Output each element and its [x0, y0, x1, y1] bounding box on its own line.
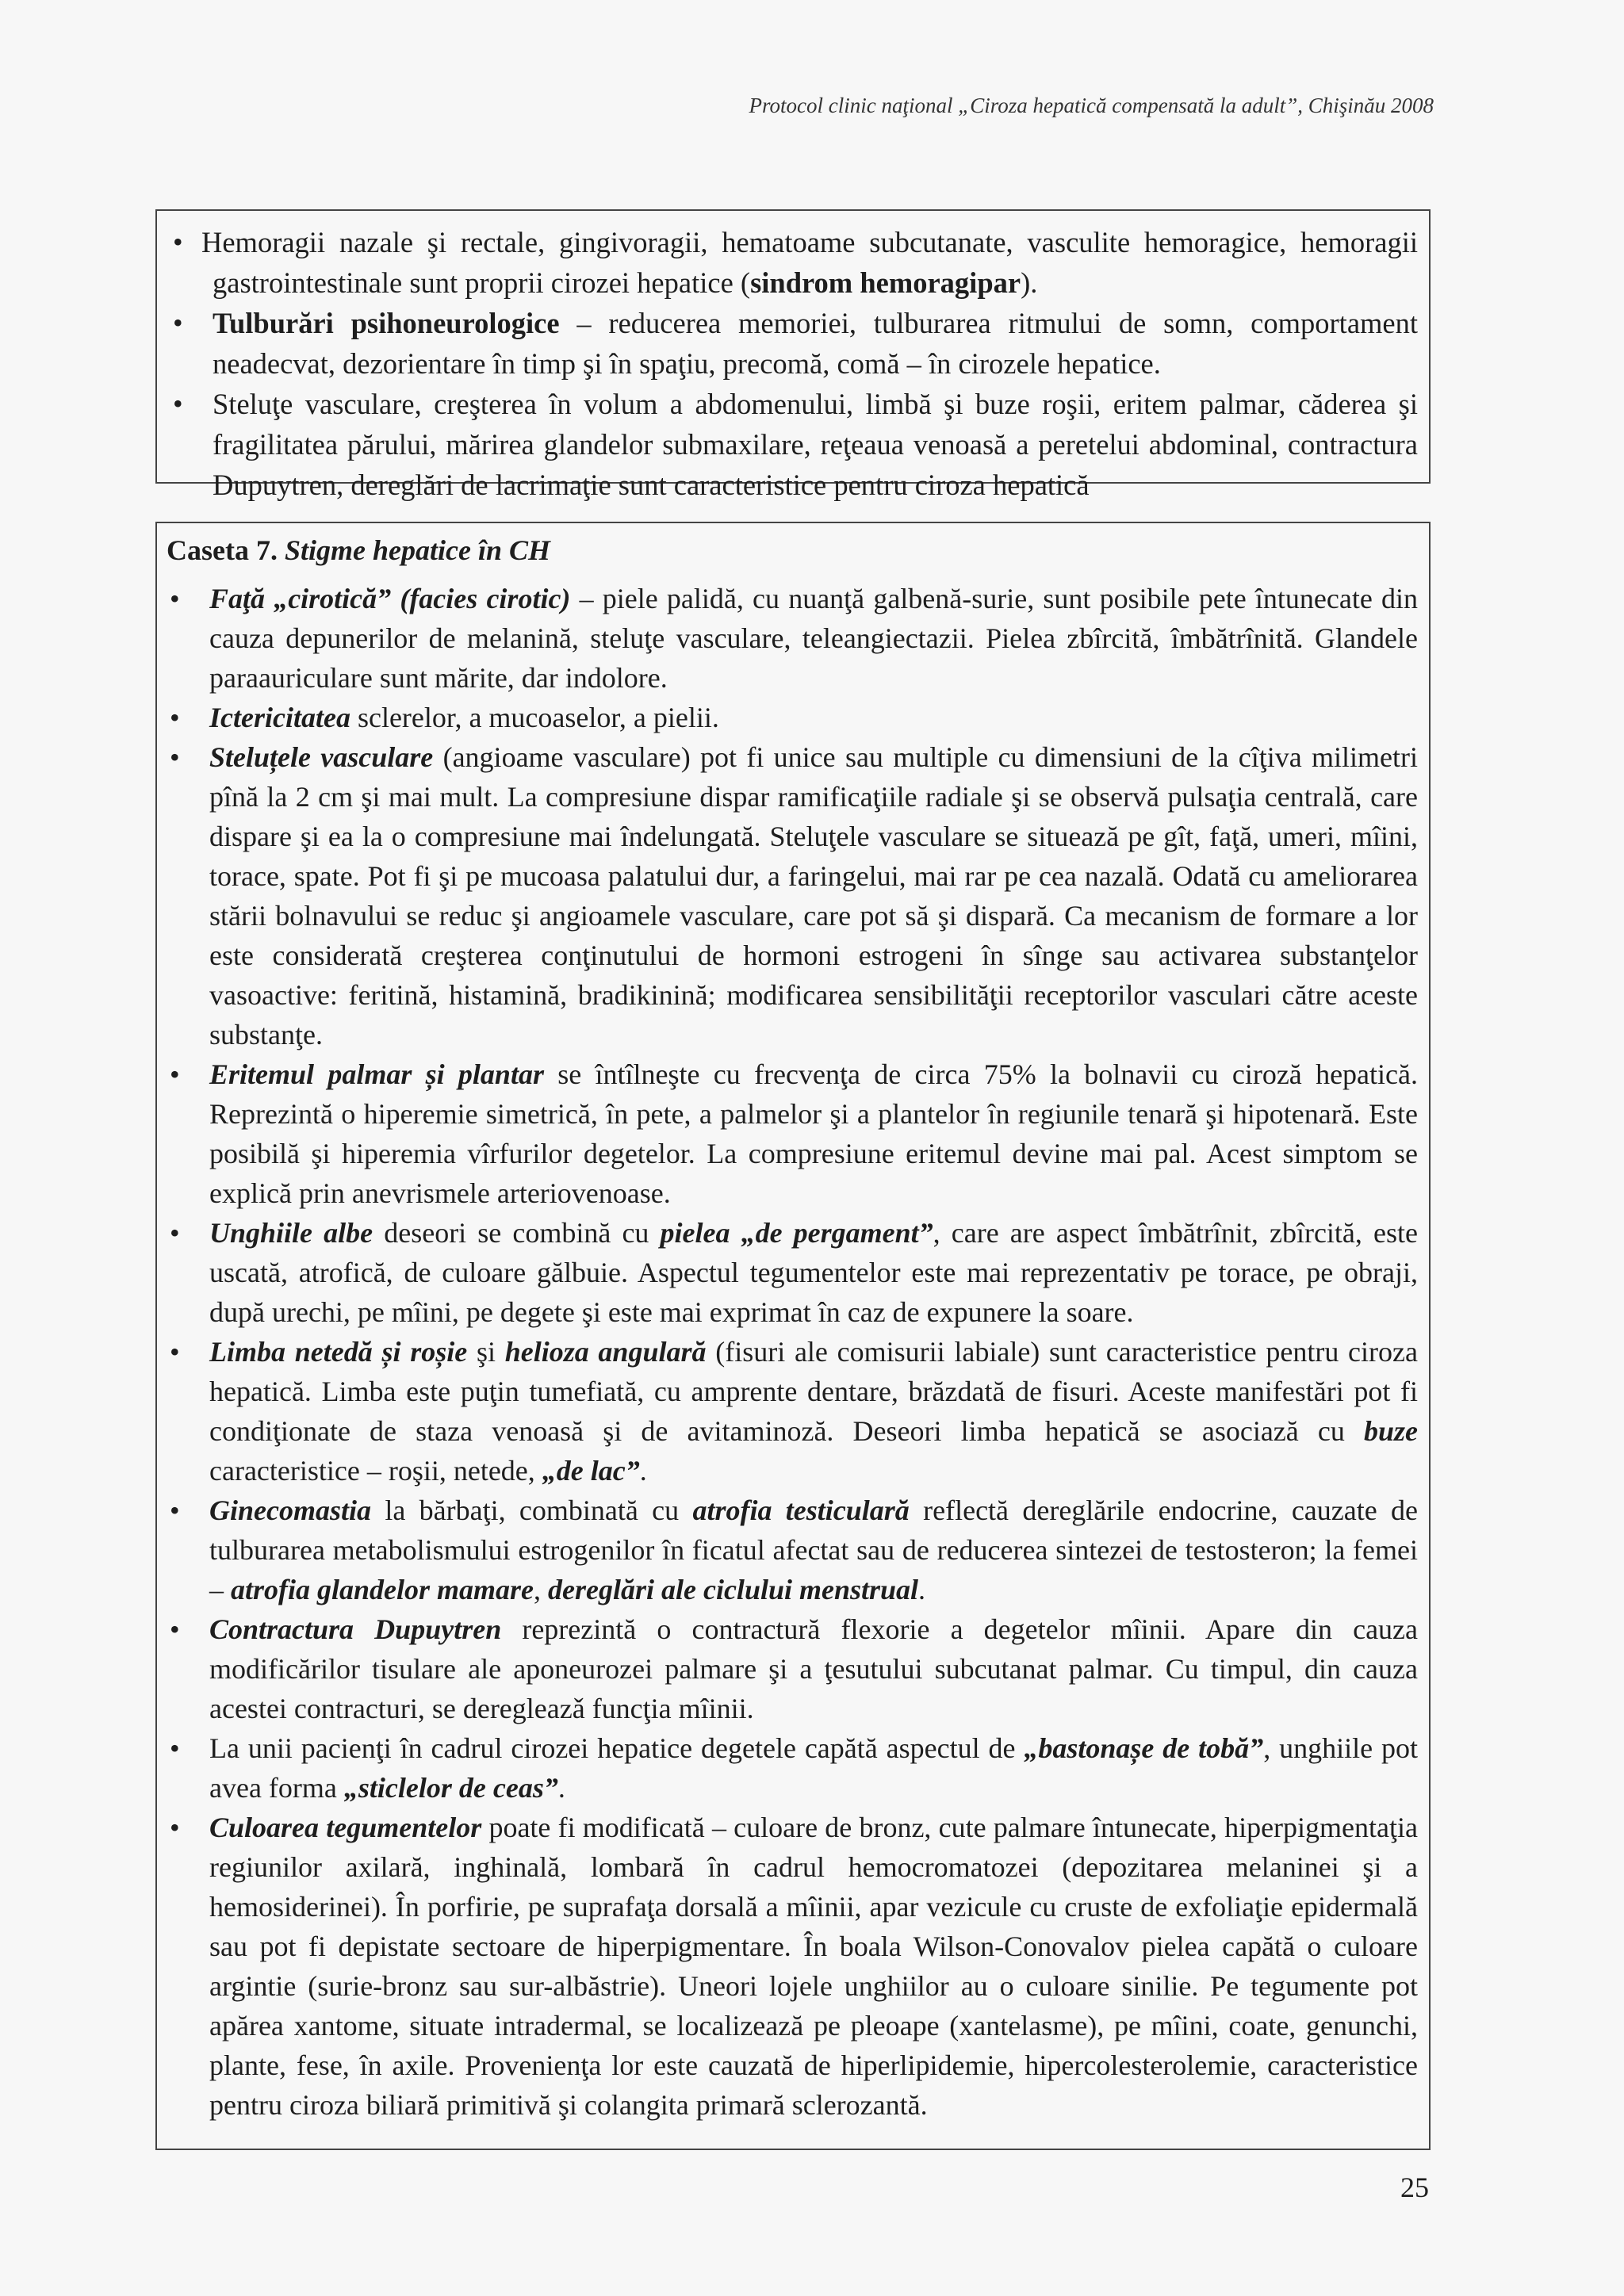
item-text: . — [639, 1455, 647, 1487]
list-item-skin-color — [167, 1808, 1418, 2125]
list-item-palmar-erythema — [167, 1054, 1418, 1213]
caption-label: Caseta 7. — [167, 534, 278, 566]
item-text: La unii pacienţi în cadrul cirozei hepatice degetele capătă aspectul de — [209, 1732, 1025, 1764]
item-text: , care are aspect îmbătrînit, zbîrcită, este uscată, atrofică, de culoare gălbuie. Aspectul tegumentelor este mai reprezentativ pe torace, pe obraji, după urechi, pe mîini, pe degete şi este mai exprimat în caz de expunere la soare. — [209, 1217, 1418, 1328]
item-term: helioza angulară — [504, 1336, 707, 1368]
item-term: Eritemul palmar și plantar — [209, 1058, 544, 1090]
item-term: Culoarea tegumentelor — [209, 1812, 482, 1843]
item-term: atrofia glandelor mamare — [231, 1574, 534, 1605]
item-term: Limba netedă și roșie — [209, 1336, 468, 1368]
item-term: „de lac” — [542, 1455, 640, 1487]
item-text: se întîlneşte cu frecvenţa de circa 75% la bolnavii cu ciroză hepatică. Reprezintă o hiperemie simetrică, în pete, a palmelor şi a plantelor în regiunile tenară şi hipotenară. Este posibilă şi hiperemia vîrfurilor degetelor. La compresiune eritemul devine mai pal. Acest simptom se explică prin anevrismele arteriovenoase. — [209, 1058, 1418, 1209]
item-text: – reducerea memoriei, tulburarea ritmului de somn, comportament neadecvat, dezorientare în timp şi în spaţiu, precomă, comă – în cirozele hepatice. — [213, 307, 1418, 380]
list-item-white-nails — [167, 1213, 1418, 1332]
item-text: , — [534, 1574, 549, 1605]
item-text: sclerelor, a mucoaselor, a pielii. — [350, 702, 719, 733]
item-text: , unghiile pot avea forma — [209, 1732, 1418, 1804]
list-item-dupuytren — [167, 1609, 1418, 1728]
symptoms-list — [170, 222, 1418, 505]
item-term: atrofia testiculară — [692, 1494, 910, 1526]
item-text: caracteristice – roşii, netede, — [209, 1455, 542, 1487]
item-text: – piele palidă, cu nuanţă galbenă-surie, sunt posibile pete întunecate din cauza depunerilor de melanină, steluţe vasculare, teleangiectazii. Pielea zbîrcită, îmbătrînită. Glandele paraauriculare sunt mărite, dar indolore. — [209, 583, 1418, 694]
item-text: (fisuri ale comisurii labiale) sunt caracteristice pentru ciroza hepatică. Limba este puţin tumefiată, cu amprente dentare, brăzdată de fisuri. Aceste manifestări pot fi condiţionate de staza venoasă şi de avitaminoză. Deseori limba hepatică se asociază cu — [209, 1336, 1418, 1447]
list-item-gynecomastia — [167, 1490, 1418, 1609]
item-text: şi — [467, 1336, 505, 1368]
item-text: Steluţe vasculare, creşterea în volum a abdomenului, limbă şi buze roşii, eritem palmar, căderea şi fragilitatea părului, mărirea glandelor submaxilare, reţeaua venoasă a peretelui abdominal, contractura Dupuytren, dereglări de lacrimaţie sunt caracteristice pentru ciroza hepatică — [213, 388, 1418, 501]
item-text: . — [557, 1772, 565, 1804]
list-item-facies — [167, 579, 1418, 698]
symptoms-box — [155, 209, 1431, 501]
caseta-7-box — [155, 522, 1431, 2150]
item-term: Ictericitatea — [209, 702, 350, 733]
item-term: Contractura Dupuytren — [209, 1613, 502, 1645]
item-text: reprezintă o contractură flexorie a degetelor mîinii. Apare din cauza modificărilor tisulare ale aponeurozei palmare şi a ţesutului subcutanat palmar. Cu timpul, din cauza acestei contracturi, se deregleazǎ funcţia mîinii. — [209, 1613, 1418, 1724]
item-text: (angioame vasculare) pot fi unice sau multiple cu dimensiuni de la cîţiva milimetri pînă la 2 cm şi mai mult. La compresiune dispar ramificaţiile radiale şi se observă pulsaţia centrală, care dispare şi ea la o compresiune mai îndelungată. Steluţele vasculare se situează pe gît, faţă, umeri, mîini, torace, spate. Pot fi şi pe mucoasa palatului dur, a faringelui, mai rar pe cea nazală. Odată cu ameliorarea stării bolnavului se reduc şi angioamele vasculare, care pot să şi dispară. Ca mecanism de formare a lor este considerată creşterea conţinutului de hormoni estrogeni în sînge sau activarea substanţelor vasoactive: feritină, histamină, bradikinină; modificarea sensibilităţii receptorilor vasculari către aceste substanţe. — [209, 741, 1418, 1050]
caption-title: Stigme hepatice în CH — [284, 534, 550, 566]
list-item-tongue — [167, 1332, 1418, 1490]
item-bold-term: sindrom hemoragipar — [750, 266, 1021, 299]
item-term: „sticlelor de ceas” — [343, 1772, 558, 1804]
item-term: pielea „de pergament” — [660, 1217, 933, 1249]
item-term: Ginecomastia — [209, 1494, 371, 1526]
item-text: Hemoragii nazale şi rectale, gingivoragii, hematoame subcutanate, vasculite hemoragice, hemoragii gastrointestinale sunt proprii cirozei hepatice ( — [201, 226, 1418, 299]
item-term: buze — [1363, 1415, 1418, 1447]
list-item-hemorrhagic — [170, 222, 1418, 303]
box-caption — [167, 531, 1418, 569]
page-number: 25 — [1400, 2172, 1429, 2203]
item-text: ). — [1021, 266, 1038, 299]
item-term: „bastonașe de tobă” — [1024, 1732, 1264, 1764]
item-term: dereglări ale ciclului menstrual — [548, 1574, 919, 1605]
list-item-ictericity — [167, 698, 1418, 737]
item-text: . — [918, 1574, 926, 1605]
list-item-spider-angiomas — [167, 737, 1418, 1054]
list-item-vascular-signs — [170, 384, 1418, 505]
item-bold-term: Tulburări psihoneurologice — [213, 307, 560, 339]
list-item-clubbing — [167, 1728, 1418, 1808]
item-text: la bărbaţi, combinată cu — [371, 1494, 693, 1526]
item-text: deseori se combină cu — [373, 1217, 661, 1249]
item-term: Steluțele vasculare — [209, 741, 434, 773]
item-term: Faţă „cirotică” (facies cirotic) — [209, 583, 571, 614]
item-text: poate fi modificată – culoare de bronz, cute palmare întunecate, hiperpigmentaţia regiunilor axilară, inghinală, lombară în cadrul hemocromatozei (depozitarea melaninei şi a hemosiderinei). În porfirie, pe suprafaţa dorsală a mîinii, apar vezicule cu cruste de exfoliaţie epidermală sau pot fi depistate sectoare de hiperpigmentare. În boala Wilson-Conovalov pielea capătă o culoare argintie (surie-bronz sau sur-albăstrie). Uneori lojele unghiilor au o culoare sinilie. Pe tegumente pot apărea xantome, situate intradermal, se localizează pe pleoape (xantelasme), pe mîini, coate, genunchi, plante, fese, în axile. Provenienţa lor este cauzată de hiperlipidemie, hipercolesterolemie, caracteristice pentru ciroza biliară primitivă şi colangita primară sclerozantă. — [209, 1812, 1418, 2121]
list-item-psychoneuro — [170, 303, 1418, 384]
stigmata-list — [167, 579, 1418, 2125]
item-text: reflectă dereglările endocrine, cauzate de tulburarea metabolismului estrogenilor în ficatul afectat sau de reducerea sintezei de testosteron; la femei – — [209, 1494, 1419, 1605]
running-header: Protocol clinic naţional „Ciroza hepatică compensată la adult”, Chişinău 2008 — [749, 94, 1434, 117]
item-term: Unghiile albe — [209, 1217, 373, 1249]
